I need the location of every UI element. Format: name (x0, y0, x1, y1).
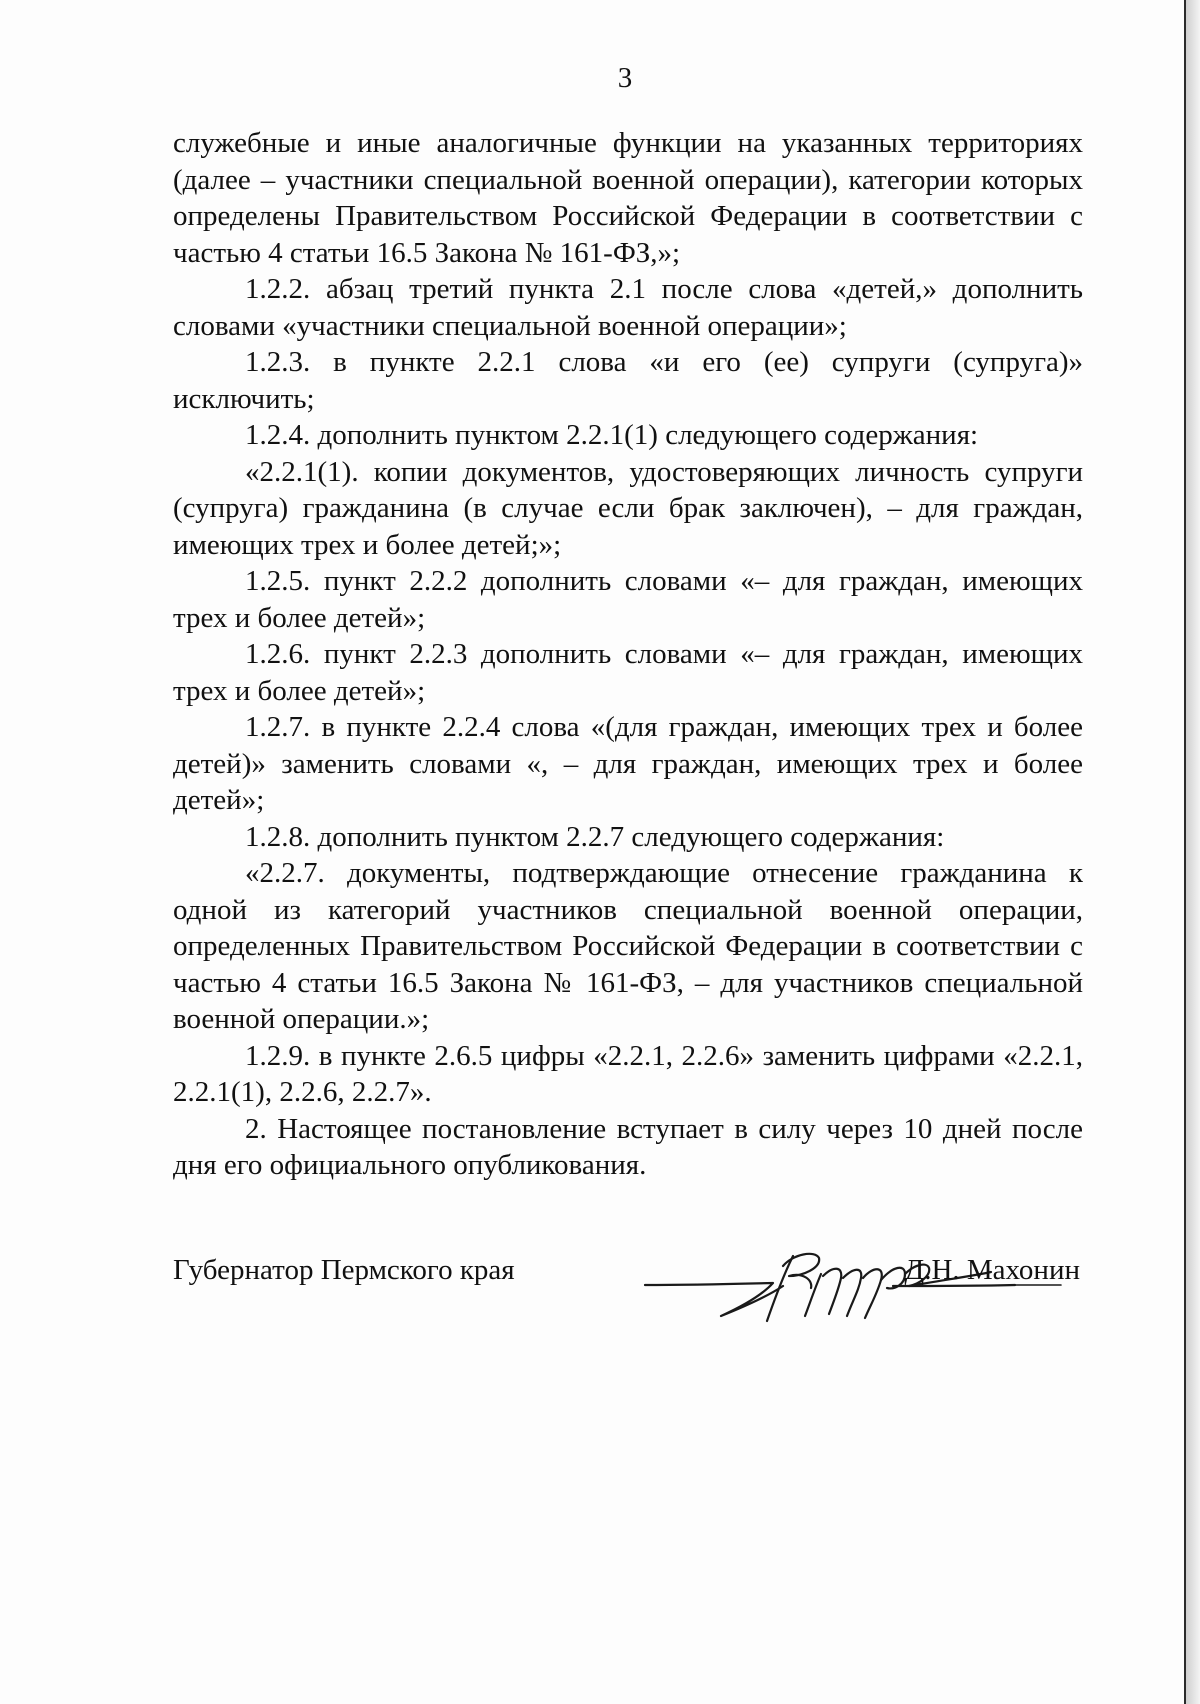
page-number: 3 (617, 62, 633, 94)
signature-block (173, 1250, 1083, 1310)
paragraph-5: «2.2.1(1). копии документов, удостоверяющих личность супруги (супруга) гражданина (в случае если брак заключен), – для граждан, имеющих трех и более детей;»; (173, 455, 1083, 561)
paragraph-4: 1.2.4. дополнить пунктом 2.2.1(1) следующего содержания: (245, 419, 979, 451)
paragraph-1: служебные и иные аналогичные функции на указанных территориях (далее – участники специальной военной операции), категории которых определены Правительством Российской Федерации в соответствии с частью 4 статьи 16.5 Закона № 161-ФЗ,»; (173, 127, 1083, 269)
paragraph-8: 1.2.7. в пункте 2.2.4 слова «(для граждан, имеющих трех и более детей)» заменить словами «, – для граждан, имеющих трех и более детей»; (173, 711, 1083, 816)
scan-edge-line (1184, 0, 1186, 1704)
document-body (173, 125, 1083, 1184)
signatory-name: Д.Н. Махонин (904, 1254, 1080, 1286)
paragraph-3: 1.2.3. в пункте 2.2.1 слова «и его (ее) супруги (супруга)» исключить; (173, 346, 1083, 415)
paragraph-9: 1.2.8. дополнить пунктом 2.2.7 следующего содержания: (245, 820, 945, 853)
signatory-title: Губернатор Пермского края (173, 1254, 515, 1286)
paragraph-11: 1.2.9. в пункте 2.6.5 цифры «2.2.1, 2.2.6» заменить цифрами «2.2.1, 2.2.1(1), 2.2.6, 2.2.7». (173, 1039, 1083, 1108)
paragraph-7: 1.2.6. пункт 2.2.3 дополнить словами «– для граждан, имеющих трех и более детей»; (173, 638, 1083, 707)
paragraph-12: 2. Настоящее постановление вступает в силу через 10 дней после дня его официального опубликования. (173, 1112, 1083, 1181)
scan-edge-shadow (1186, 0, 1200, 1704)
paragraph-2: 1.2.2. абзац третий пункта 2.1 после слова «детей,» дополнить словами «участники специальной военной операции»; (173, 273, 1083, 342)
paragraph-6: 1.2.5. пункт 2.2.2 дополнить словами «– для граждан, имеющих трех и более детей»; (173, 565, 1083, 634)
paragraph-10: «2.2.7. документы, подтверждающие отнесение гражданина к одной из категорий участников специальной военной операции, определенных Правительством Российской Федерации в соответствии с частью 4 статьи 16.5 Закона № 161-ФЗ, – для участников специальной военной операции.»; (173, 857, 1083, 1035)
